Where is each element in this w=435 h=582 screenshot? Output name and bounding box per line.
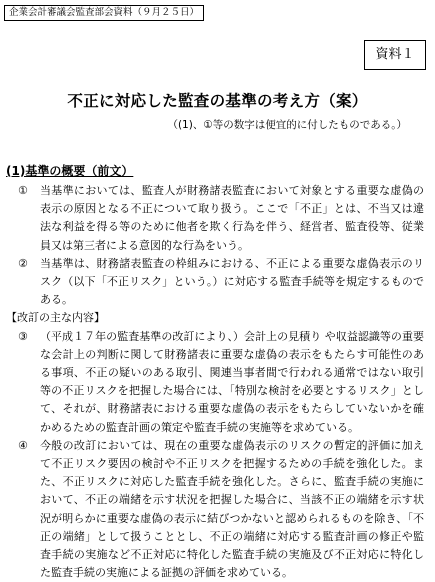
list-item: [6, 182, 424, 255]
meeting-label: 企業会計審議会監査部会資料（９月２５日）: [4, 5, 204, 21]
list-item: [6, 328, 424, 437]
document-number-label: 資料１: [364, 40, 426, 70]
item-text: 当基準は、財務諸表監査の枠組みにおける、不正による重要な虚偽表示のリスク（以下「不正リスク」という。）に対応する監査手続等を規定するものである。: [40, 256, 424, 307]
item-number: ②: [18, 256, 28, 270]
list-item: [6, 255, 424, 310]
section-heading: (1)基準の概要（前文）: [6, 164, 134, 178]
list-item: [6, 437, 424, 582]
item-text: 今般の改訂においては、現在の重要な虚偽表示のリスクの暫定的評価に加えて不正リスク要因の検討や不正リスクを把握するための手続を強化した。また、不正リスクに対応した監査手続を強化した。さらに、監査手続の実施において、不正の端緒を示す状況を把握した場合に、当該不正の端緒を示す状況が明らかに重要な虚偽の表示に結びつかないと認められるものを除き、「不正の端緒」として扱うこととし、不正の端緒に対応する監査計画の修正や監査手続の実施など不正対応に特化した監査手続の実施及び不正対応に特化した監査手続の実施による証拠の評価を求めている。: [40, 438, 424, 580]
item-text: （平成１７年の監査基準の改訂により、）会計上の見積り や収益認識等の重要な会計上の判断に関して財務諸表に重要な虚偽の表示をもたらす可能性のある事項、不正の疑いのある取引、関連当事者間で行われる通常ではない取引等の不正リスクを把握した場合には、「特別な検討を必要とするリスク」として、それが、財務諸表における重要な虚偽の表示をもたらしていないかを確かめるための監査計画の策定や監査手続の実施等を求めている。: [40, 329, 424, 434]
revision-subheading: 【改訂の主な内容】: [6, 311, 105, 325]
item-number: ③: [18, 329, 28, 343]
item-text: 当基準においては、監査人が財務諸表監査において対象とする重要な虚偽の表示の原因となる不正について取り扱う。ここで「不正」とは、不当又は違法な利益を得る等のために他者を欺く行為を伴う、経営者、監査役等、従業員又は第三者による意図的な行為をいう。: [40, 184, 424, 252]
page-title: 不正に対応した監査の基準の考え方（案）: [67, 92, 368, 110]
numbering-note: （(1)、①等の数字は便宜的に付したものである。）: [167, 119, 407, 131]
section-body: [6, 182, 424, 582]
item-number: ④: [18, 438, 28, 452]
item-number: ①: [18, 184, 28, 197]
